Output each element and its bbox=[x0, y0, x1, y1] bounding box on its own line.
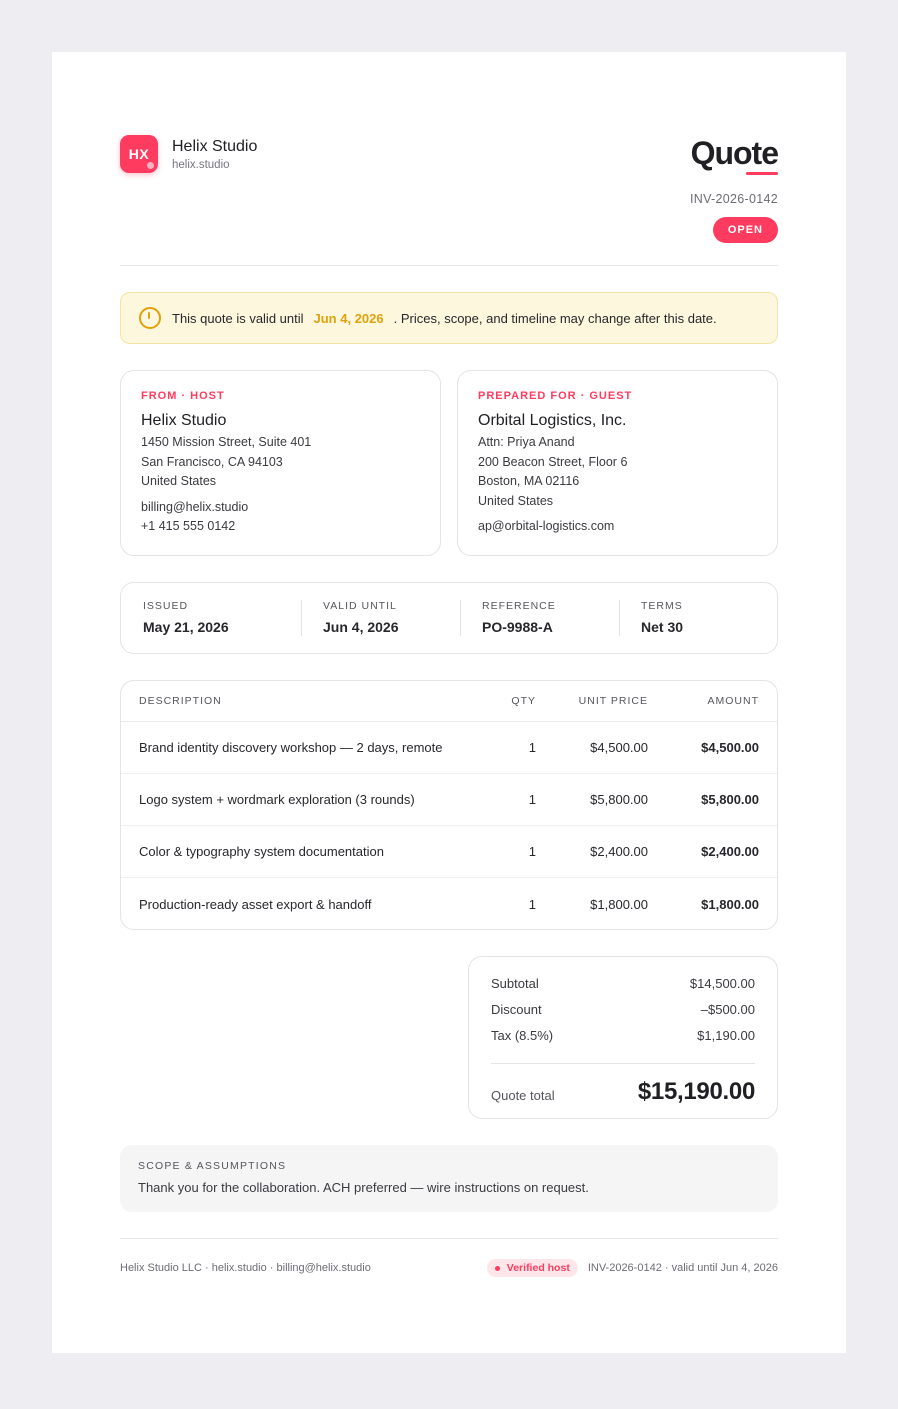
total-row bbox=[491, 1078, 755, 1106]
item-description: Brand identity discovery workshop — 2 days, remote bbox=[139, 740, 443, 755]
table-row bbox=[121, 774, 777, 826]
item-qty: 1 bbox=[528, 792, 536, 807]
item-amount: $4,500.00 bbox=[701, 740, 759, 755]
to-card bbox=[457, 370, 778, 556]
subtotal-label: Subtotal bbox=[491, 976, 539, 991]
item-unit-price: $5,800.00 bbox=[590, 792, 648, 807]
item-qty: 1 bbox=[528, 740, 536, 755]
item-qty: 1 bbox=[528, 844, 536, 859]
item-description: Logo system + wordmark exploration (3 rounds) bbox=[139, 792, 415, 807]
discount-value: –$500.00 bbox=[700, 1002, 755, 1017]
from-address-line: 1450 Mission Street, Suite 401 bbox=[141, 435, 312, 449]
footer-document-info: INV-2026-0142 · valid until Jun 4, 2026 bbox=[587, 1262, 778, 1274]
item-amount: $2,400.00 bbox=[701, 844, 759, 859]
item-unit-price: $2,400.00 bbox=[590, 844, 648, 859]
item-unit-price: $1,800.00 bbox=[590, 896, 648, 912]
meta-value: Net 30 bbox=[641, 619, 684, 635]
item-amount: $5,800.00 bbox=[701, 792, 759, 807]
quote-page bbox=[52, 52, 846, 1353]
header-divider bbox=[120, 265, 778, 266]
table-header bbox=[121, 681, 777, 722]
verified-badge bbox=[487, 1259, 578, 1277]
from-email[interactable]: billing@helix.studio bbox=[141, 499, 249, 514]
meta-value: PO-9988-A bbox=[482, 619, 553, 635]
meta-value: Jun 4, 2026 bbox=[323, 619, 399, 635]
item-description: Color & typography system documentation bbox=[139, 844, 384, 859]
clock-icon bbox=[139, 307, 161, 329]
meta-key: VALID UNTIL bbox=[323, 600, 397, 612]
brand bbox=[120, 135, 257, 173]
meta-key: TERMS bbox=[641, 600, 683, 612]
footer-divider bbox=[120, 1238, 778, 1239]
document-number: INV-2026-0142 bbox=[690, 192, 778, 206]
column-header-amount: AMOUNT bbox=[707, 695, 759, 707]
notes-text: Thank you for the collaboration. ACH preferred — wire instructions on request. bbox=[138, 1180, 589, 1195]
meta-issued bbox=[121, 600, 301, 636]
table-row bbox=[121, 878, 777, 930]
totals-card bbox=[468, 956, 778, 1119]
meta-key: REFERENCE bbox=[482, 600, 556, 612]
table-row bbox=[121, 826, 777, 878]
item-description: Production-ready asset export & handoff bbox=[139, 896, 372, 912]
to-address-line: Attn: Priya Anand bbox=[478, 435, 575, 449]
to-address-line: 200 Beacon Street, Floor 6 bbox=[478, 454, 628, 469]
logo-dot-icon bbox=[147, 162, 154, 169]
meta-key: ISSUED bbox=[143, 600, 189, 612]
tax-label: Tax (8.5%) bbox=[491, 1028, 554, 1043]
column-header-unit-price: UNIT PRICE bbox=[578, 695, 648, 707]
subtotal-row bbox=[491, 976, 755, 1002]
item-qty: 1 bbox=[528, 896, 536, 912]
discount-row bbox=[491, 1002, 755, 1028]
document-title: Quote bbox=[690, 135, 778, 171]
meta-reference bbox=[460, 600, 619, 636]
table-row bbox=[121, 722, 777, 774]
from-address-line: San Francisco, CA 94103 bbox=[141, 454, 283, 469]
brand-url: helix.studio bbox=[172, 158, 230, 171]
from-label: FROM · HOST bbox=[141, 390, 225, 402]
to-email[interactable]: ap@orbital-logistics.com bbox=[478, 519, 615, 533]
tax-value: $1,190.00 bbox=[697, 1028, 755, 1043]
discount-label: Discount bbox=[491, 1002, 542, 1017]
subtotal-value: $14,500.00 bbox=[689, 976, 755, 991]
column-header-qty: QTY bbox=[511, 695, 536, 707]
total-value: $15,190.00 bbox=[637, 1078, 755, 1105]
column-header-description: DESCRIPTION bbox=[139, 695, 222, 707]
notes-box bbox=[120, 1145, 778, 1212]
total-label: Quote total bbox=[491, 1087, 555, 1103]
validity-alert bbox=[120, 292, 778, 344]
verified-dot-icon bbox=[495, 1266, 500, 1271]
from-phone[interactable]: +1 415 555 0142 bbox=[141, 519, 236, 533]
alert-prefix: This quote is valid until bbox=[172, 310, 304, 326]
document-meta bbox=[690, 134, 778, 243]
title-underline bbox=[746, 172, 778, 175]
verified-label: Verified host bbox=[506, 1262, 570, 1274]
tax-row bbox=[491, 1028, 755, 1054]
notes-label: SCOPE & ASSUMPTIONS bbox=[138, 1160, 287, 1172]
brand-text bbox=[172, 138, 257, 171]
from-name: Helix Studio bbox=[141, 412, 227, 429]
to-name: Orbital Logistics, Inc. bbox=[478, 412, 627, 429]
meta-terms bbox=[619, 600, 769, 636]
from-address-line: United States bbox=[141, 474, 217, 488]
alert-date: Jun 4, 2026 bbox=[313, 310, 384, 326]
alert-suffix: . Prices, scope, and timeline may change after this date. bbox=[393, 310, 717, 326]
to-address-line: United States bbox=[478, 493, 554, 508]
brand-name: Helix Studio bbox=[172, 137, 258, 155]
line-items-table bbox=[120, 680, 778, 930]
to-address-line: Boston, MA 02116 bbox=[478, 474, 580, 488]
meta-value: May 21, 2026 bbox=[143, 619, 229, 635]
footer bbox=[120, 1259, 778, 1277]
to-label: PREPARED FOR · GUEST bbox=[478, 390, 633, 402]
brand-logo bbox=[120, 135, 158, 173]
footer-company-info: Helix Studio LLC · helix.studio · billing@helix.studio bbox=[120, 1262, 371, 1274]
brand-logo-text: HX bbox=[128, 146, 150, 162]
item-amount: $1,800.00 bbox=[701, 896, 759, 912]
item-unit-price: $4,500.00 bbox=[590, 740, 648, 755]
totals-divider bbox=[491, 1063, 755, 1064]
status-badge: OPEN bbox=[713, 217, 778, 243]
meta-strip bbox=[120, 582, 778, 654]
from-card bbox=[120, 370, 441, 556]
meta-valid-until bbox=[301, 600, 460, 636]
